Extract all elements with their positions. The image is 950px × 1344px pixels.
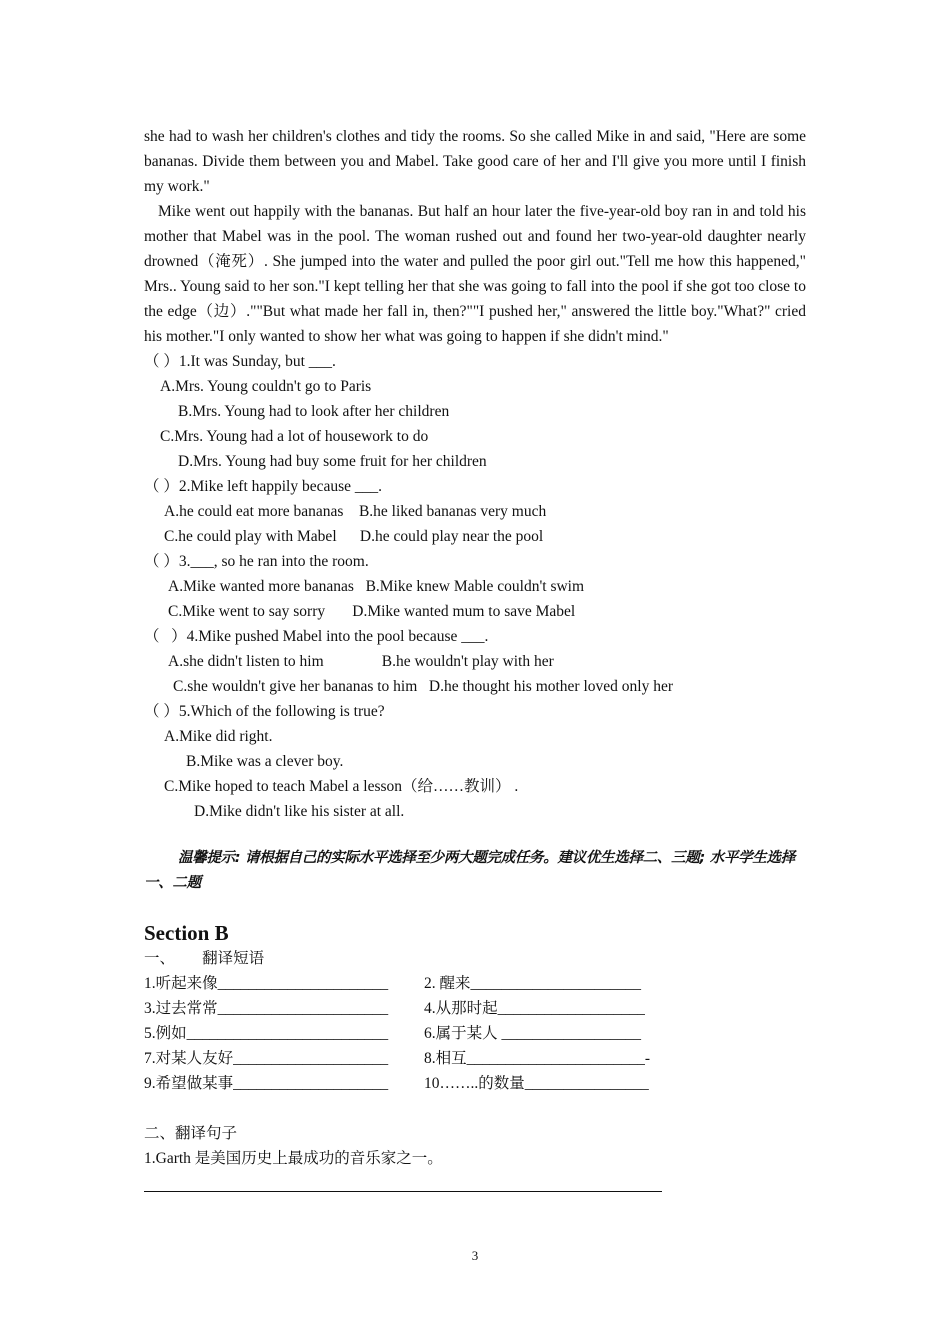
question-4 [144,624,806,699]
question-1-option-d: D.Mrs. Young had buy some fruit for her children [178,453,487,470]
passage-paragraph-1: she had to wash her children's clothes and tidy the rooms. So she called Mike in and said, "Here are some bananas. Divide them between you and Mabel. Take good care of her and I'll give you more until I finish my work." [144,128,806,195]
phrase-item-5: 5.例如__________________________ [144,1025,389,1042]
part-2-heading: 二、翻译句子 [144,1125,238,1142]
question-2-options-cd: C.he could play with Mabel D.he could play near the pool [164,528,544,545]
phrase-item-6: 6.属于某人 __________________ [424,1025,642,1042]
reminder-tip: 温馨提示: 请根据自己的实际水平选择至少两大题完成任务。建议优生选择二、三题; 水平学生选择 一、二题 [144,850,795,891]
section-b-title: Section B [144,921,229,945]
phrase-list [144,971,806,1096]
phrase-row [144,1071,806,1096]
page-number: 3 [471,1248,479,1263]
question-4-options-ab: A.she didn't listen to him B.he wouldn't play with her [168,653,554,670]
question-3-options-ab: A.Mike wanted more bananas B.Mike knew Mable couldn't swim [168,578,585,595]
question-1-option-c: C.Mrs. Young had a lot of housework to do [160,428,429,445]
question-3-stem: （ ）3.___, so he ran into the room. [144,553,369,570]
question-2-options-ab: A.he could eat more bananas B.he liked bananas very much [164,503,547,520]
question-1-stem: （ ）1.It was Sunday, but ___. [144,353,336,370]
question-5 [144,699,806,824]
answer-blank-line [144,1171,662,1192]
phrase-item-1: 1.听起来像______________________ [144,975,389,992]
question-5-option-a: A.Mike did right. [164,728,273,745]
phrase-row [144,1046,806,1071]
sentence-1: 1.Garth 是美国历史上最成功的音乐家之一。 [144,1150,443,1167]
document-page [144,124,806,1192]
question-1-option-a: A.Mrs. Young couldn't go to Paris [160,378,372,395]
passage-paragraph-2: Mike went out happily with the bananas. But half an hour later the five-year-old boy ran in and told his mother that Mabel was in the pool. The woman rushed out and found her two-year-old daughter nearly drowned（淹死）. She jumped into the water and pulled the poor girl out."Tell me how this happened," Mrs.. Young said to her son."I kept telling her that she was going to fall into the pool if she got too close to the edge（边）.""But what made her fall in, then?""I pushed her," answered the little boy."What?" cried his mother."I only wanted to show her what was going to happen if she didn't mind." [144,203,806,345]
phrase-item-9: 9.希望做某事____________________ [144,1075,389,1092]
question-5-option-d: D.Mike didn't like his sister at all. [194,803,405,820]
question-3-options-cd: C.Mike went to say sorry D.Mike wanted mum to save Mabel [168,603,576,620]
phrase-row [144,1021,806,1046]
question-2 [144,474,806,549]
phrase-item-3: 3.过去常常______________________ [144,1000,389,1017]
phrase-item-7: 7.对某人友好____________________ [144,1050,389,1067]
question-5-option-b: B.Mike was a clever boy. [186,753,344,770]
question-1-option-b: B.Mrs. Young had to look after her children [178,403,450,420]
question-1 [144,349,806,474]
part-1-heading: 一、 翻译短语 [144,950,265,967]
phrase-item-8: 8.相互_______________________- [424,1050,651,1067]
phrase-item-4: 4.从那时起___________________ [424,1000,645,1017]
question-5-stem: （ ）5.Which of the following is true? [144,703,385,720]
question-4-options-cd: C.she wouldn't give her bananas to him D.he thought his mother loved only her [173,678,674,695]
question-5-option-c: C.Mike hoped to teach Mabel a lesson（给……教训） . [164,778,519,795]
phrase-row [144,996,806,1021]
question-3 [144,549,806,624]
question-2-stem: （ ）2.Mike left happily because ___. [144,478,383,495]
question-4-stem: （ ）4.Mike pushed Mabel into the pool because ___. [144,628,489,645]
phrase-row [144,971,806,996]
phrase-item-2: 2. 醒来______________________ [424,975,642,992]
phrase-item-10: 10……..的数量________________ [424,1075,649,1092]
